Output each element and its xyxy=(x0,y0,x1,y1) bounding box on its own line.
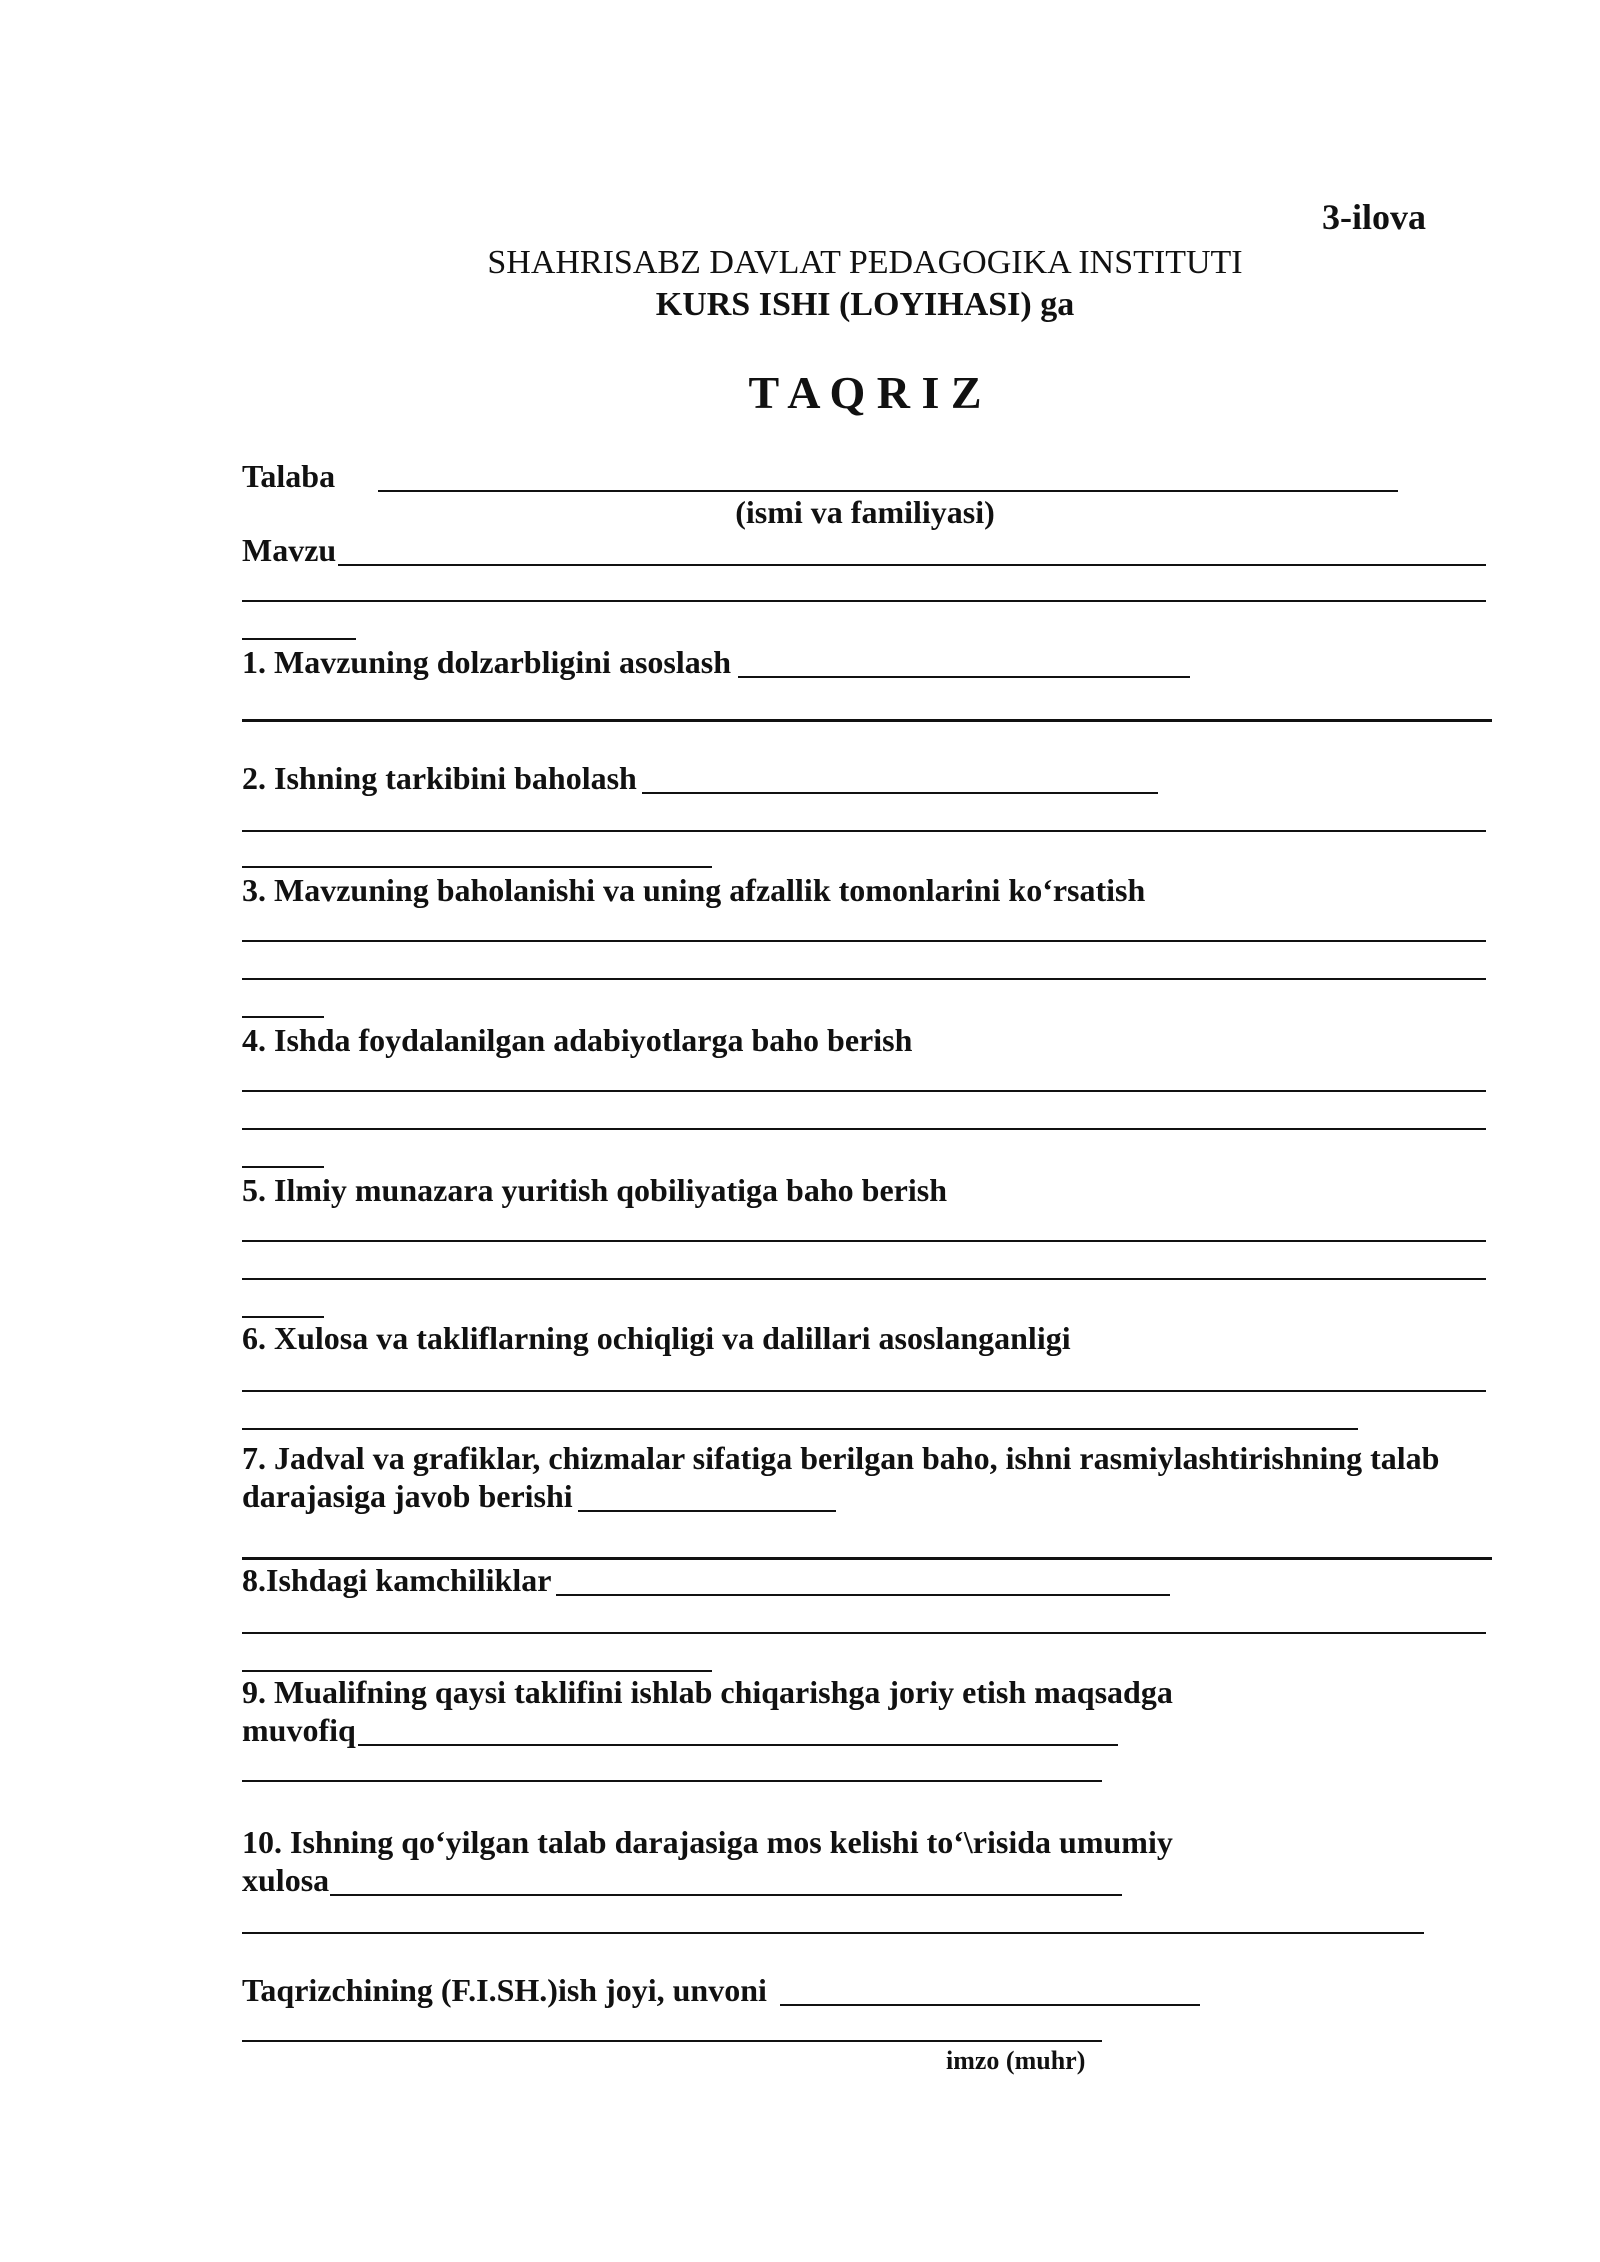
section-10-label: 10. Ishning qo‘yilgan talab darajasiga mos kelishi to‘\risida umumiy xyxy=(242,1824,1173,1860)
topic-line[interactable] xyxy=(242,600,1486,602)
answer-line[interactable] xyxy=(738,676,1190,678)
section-9-label-cont: muvofiq xyxy=(242,1712,356,1748)
reviewer-label: Taqrizchining (F.I.SH.)ish joyi, unvoni xyxy=(242,1972,767,2008)
answer-line[interactable] xyxy=(242,1390,1486,1392)
section-7-label-cont: darajasiga javob berishi xyxy=(242,1478,573,1514)
student-label: Talaba xyxy=(242,458,336,494)
document-title: T A Q R I Z xyxy=(748,367,982,418)
section-10-label-cont: xulosa xyxy=(242,1862,330,1898)
section-8-label: 8.Ishdagi kamchiliklar xyxy=(242,1562,552,1598)
topic-line[interactable] xyxy=(242,638,356,640)
section-9-label: 9. Mualifning qaysi taklifini ishlab chiqarishga joriy etish maqsadga xyxy=(242,1674,1173,1710)
answer-line[interactable] xyxy=(242,1166,324,1168)
answer-line[interactable] xyxy=(242,1016,324,1018)
answer-line[interactable] xyxy=(242,940,1486,942)
student-caption: (ismi va familiyasi) xyxy=(735,494,995,530)
answer-line[interactable] xyxy=(242,1240,1486,1242)
answer-line[interactable] xyxy=(242,830,1486,832)
section-4-label: 4. Ishda foydalanilgan adabiyotlarga baho berish xyxy=(242,1022,913,1058)
signature-caption: imzo (muhr) xyxy=(946,2046,1086,2075)
answer-line[interactable] xyxy=(242,1316,324,1318)
student-name-line[interactable] xyxy=(378,490,1398,492)
answer-line[interactable] xyxy=(242,1632,1486,1634)
answer-line[interactable] xyxy=(242,719,1492,722)
answer-line[interactable] xyxy=(242,1278,1486,1280)
section-1-label: 1. Mavzuning dolzarbligini asoslash xyxy=(242,644,731,680)
signature-line[interactable] xyxy=(242,2040,1102,2042)
appendix-label: 3-ilova xyxy=(1322,197,1426,237)
answer-line[interactable] xyxy=(242,1090,1486,1092)
answer-line[interactable] xyxy=(358,1744,1118,1746)
section-3-label: 3. Mavzuning baholanishi va uning afzallik tomonlarini ko‘rsatish xyxy=(242,872,1146,908)
answer-line[interactable] xyxy=(242,1128,1486,1130)
answer-line[interactable] xyxy=(578,1510,836,1512)
section-7-label: 7. Jadval va grafiklar, chizmalar sifatiga berilgan baho, ishni rasmiylashtirishning talab xyxy=(242,1440,1440,1476)
answer-line[interactable] xyxy=(242,1428,1358,1430)
topic-label: Mavzu xyxy=(242,532,337,568)
section-5-label: 5. Ilmiy munazara yuritish qobiliyatiga baho berish xyxy=(242,1172,947,1208)
answer-line[interactable] xyxy=(642,792,1158,794)
answer-line[interactable] xyxy=(242,1932,1424,1934)
document-subtitle: KURS ISHI (LOYIHASI) ga xyxy=(655,286,1075,323)
answer-line[interactable] xyxy=(556,1594,1170,1596)
reviewer-line[interactable] xyxy=(780,2004,1200,2006)
institute-name: SHAHRISABZ DAVLAT PEDAGOGIKA INSTITUTI xyxy=(487,244,1243,281)
answer-line[interactable] xyxy=(242,1780,1102,1782)
answer-line[interactable] xyxy=(242,866,712,868)
section-6-label: 6. Xulosa va takliflarning ochiqligi va dalillari asoslanganligi xyxy=(242,1320,1071,1356)
answer-line[interactable] xyxy=(242,978,1486,980)
topic-line[interactable] xyxy=(338,564,1486,566)
answer-line[interactable] xyxy=(330,1894,1122,1896)
answer-line[interactable] xyxy=(242,1557,1492,1560)
answer-line[interactable] xyxy=(242,1670,712,1672)
section-2-label: 2. Ishning tarkibini baholash xyxy=(242,760,637,796)
